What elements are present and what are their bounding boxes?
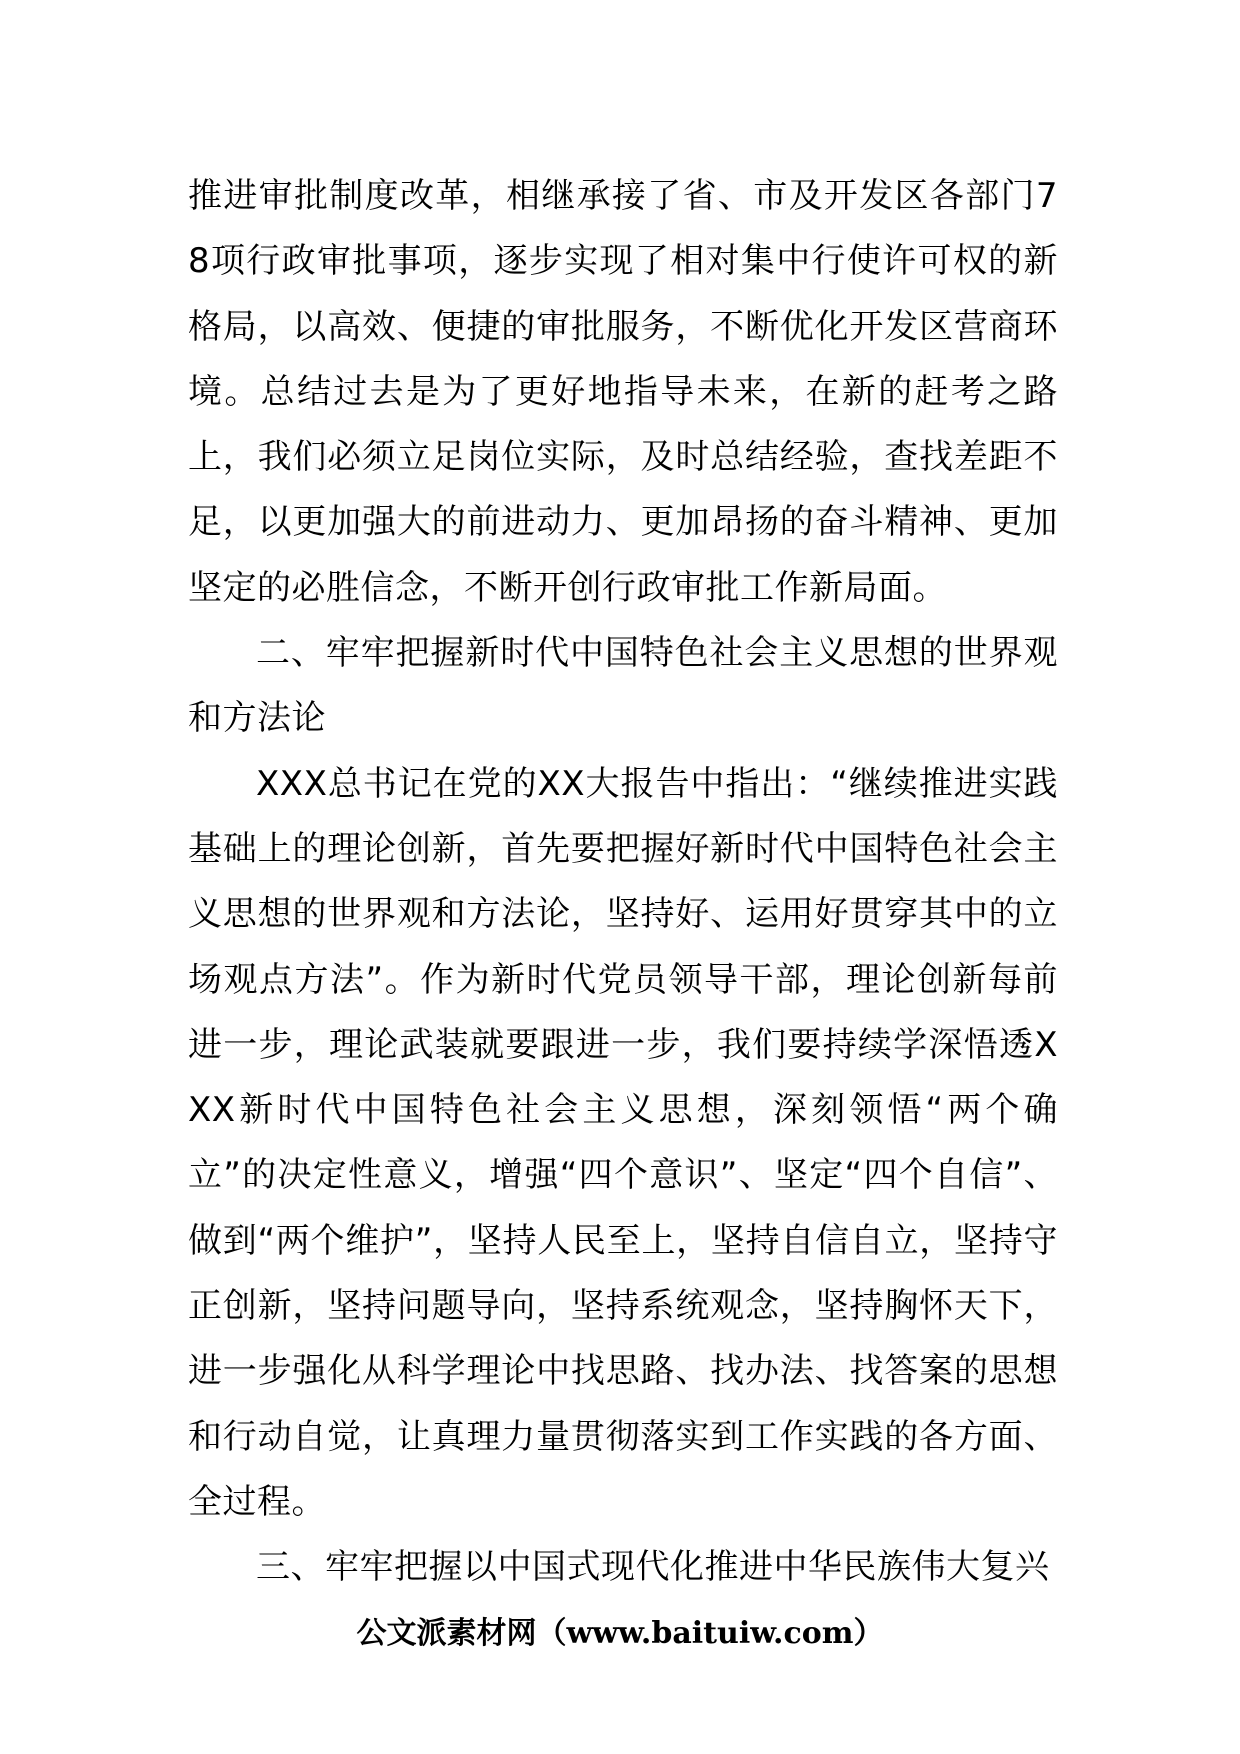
section-heading: 二、牢牢把握新时代中国特色社会主义思想的世界观和方法论: [188, 633, 1058, 739]
document-body: [188, 164, 1058, 1601]
page-footer: 公文派素材网（www.baituiw.com）: [356, 1616, 884, 1651]
body-paragraph: XXX总书记在党的XX大报告中指出：“继续推进实践基础上的理论创新，首先要把握好新时代中国特色社会主义思想的世界观和方法论，坚持好、运用好贯穿其中的立场观点方法”。作为新时代党员领导干部，理论创新每前进一步，理论武装就要跟进一步，我们要持续学深悟透XXX新时代中国特色社会主义思想，深刻领悟“两个确立”的决定性意义，增强“四个意识”、坚定“四个自信”、做到“两个维护”，坚持人民至上，坚持自信自立，坚持守正创新，坚持问题导向，坚持系统观念，坚持胸怀天下，进一步强化从科学理论中找思路、找办法、找答案的思想和行动自觉，让真理力量贯彻落实到工作实践的各方面、全过程。: [188, 763, 1058, 1522]
body-paragraph: 推进审批制度改革，相继承接了省、市及开发区各部门78项行政审批事项，逐步实现了相对集中行使许可权的新格局，以高效、便捷的审批服务，不断优化开发区营商环境。总结过去是为了更好地指导未来，在新的赶考之路上，我们必须立足岗位实际，及时总结经验，查找差距不足，以更加强大的前进动力、更加昂扬的奋斗精神、更加坚定的必胜信念，不断开创行政审批工作新局面。: [188, 176, 1058, 608]
section-heading: 三、牢牢把握以中国式现代化推进中华民族伟大复兴: [256, 1547, 1050, 1588]
